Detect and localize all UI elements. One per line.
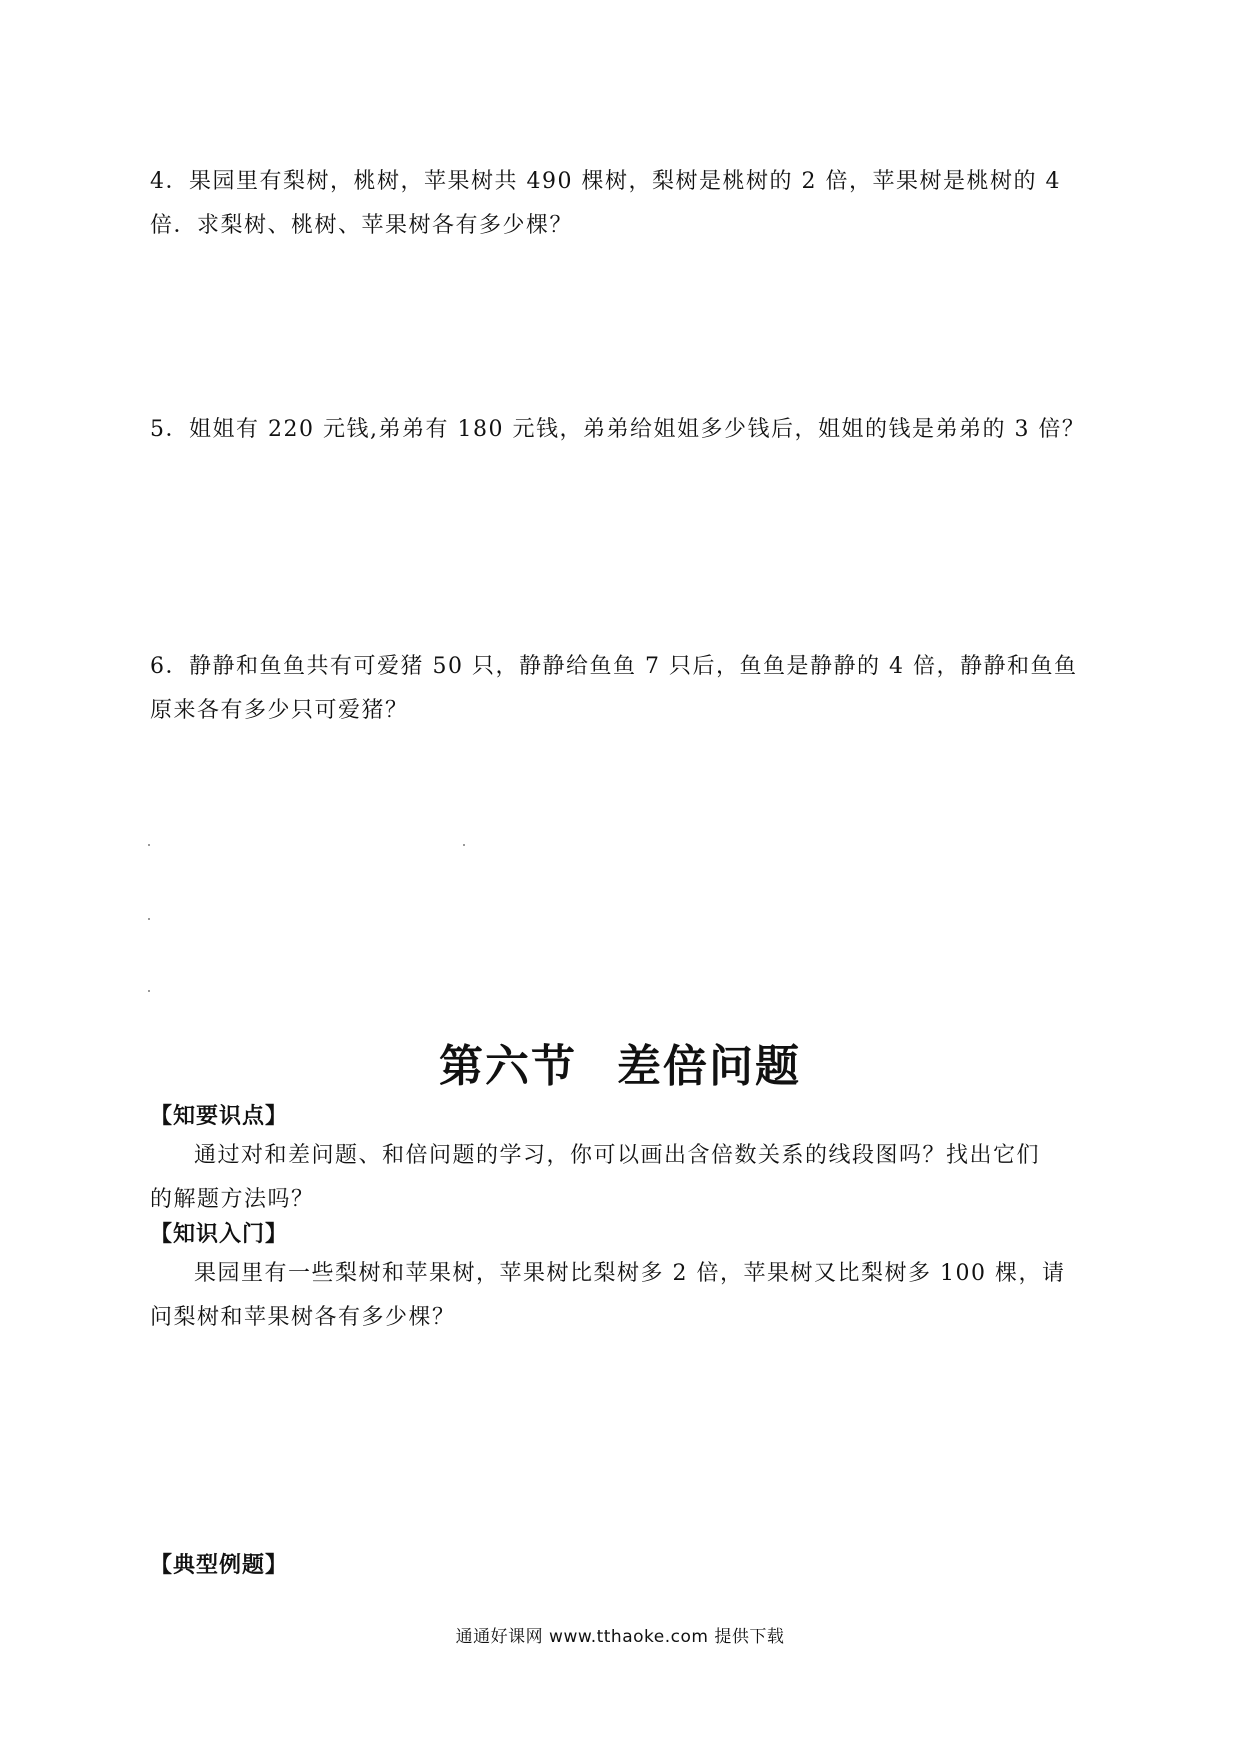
question-4-line-1: 4．果园里有梨树，桃树，苹果树共 490 棵树，梨树是桃树的 2 倍，苹果树是桃树的 4 [150, 169, 1061, 194]
scan-dot [148, 918, 150, 920]
section-title-topic: 差倍问题 [617, 1041, 801, 1092]
scan-dot [148, 844, 150, 846]
question-6-line-1: 6．静静和鱼鱼共有可爱猪 50 只，静静给鱼鱼 7 只后，鱼鱼是静静的 4 倍，静静和鱼鱼 [150, 654, 1078, 679]
question-5 [150, 408, 1095, 452]
section-title [0, 1030, 1240, 1094]
knowledge-intro-header-text: 【知识入门】 [150, 1221, 289, 1247]
question-5-line-1: 5．姐姐有 220 元钱,弟弟有 180 元钱，弟弟给姐姐多少钱后，姐姐的钱是弟弟的 3 倍？ [150, 417, 1086, 442]
knowledge-points-line-1: 通过对和差问题、和倍问题的学习，你可以画出含倍数关系的线段图吗？找出它们 [194, 1143, 1041, 1168]
knowledge-points-line-2: 的解题方法吗？ [150, 1187, 315, 1212]
section-title-number: 第六节 [439, 1041, 577, 1092]
page-footer: 通通好课网 www.tthaoke.com 提供下载 [455, 1627, 785, 1647]
question-4-line-2: 倍．求梨树、桃树、苹果树各有多少棵？ [150, 213, 574, 238]
question-4 [150, 160, 1095, 248]
examples-header-text: 【典型例题】 [150, 1552, 289, 1578]
knowledge-intro-line-1: 果园里有一些梨树和苹果树，苹果树比梨树多 2 倍，苹果树又比梨树多 100 棵，请 [194, 1261, 1066, 1286]
knowledge-points-header [150, 1094, 1095, 1138]
knowledge-intro-header [150, 1212, 1095, 1256]
knowledge-intro-body [150, 1252, 1095, 1340]
scan-dot [463, 844, 465, 846]
question-6-line-2: 原来各有多少只可爱猪？ [150, 698, 409, 723]
scan-dot [148, 990, 150, 992]
examples-header [150, 1543, 1095, 1587]
knowledge-points-body [150, 1134, 1095, 1222]
knowledge-points-header-text: 【知要识点】 [150, 1103, 289, 1129]
question-6 [150, 645, 1095, 733]
knowledge-intro-line-2: 问梨树和苹果树各有多少棵？ [150, 1305, 456, 1330]
